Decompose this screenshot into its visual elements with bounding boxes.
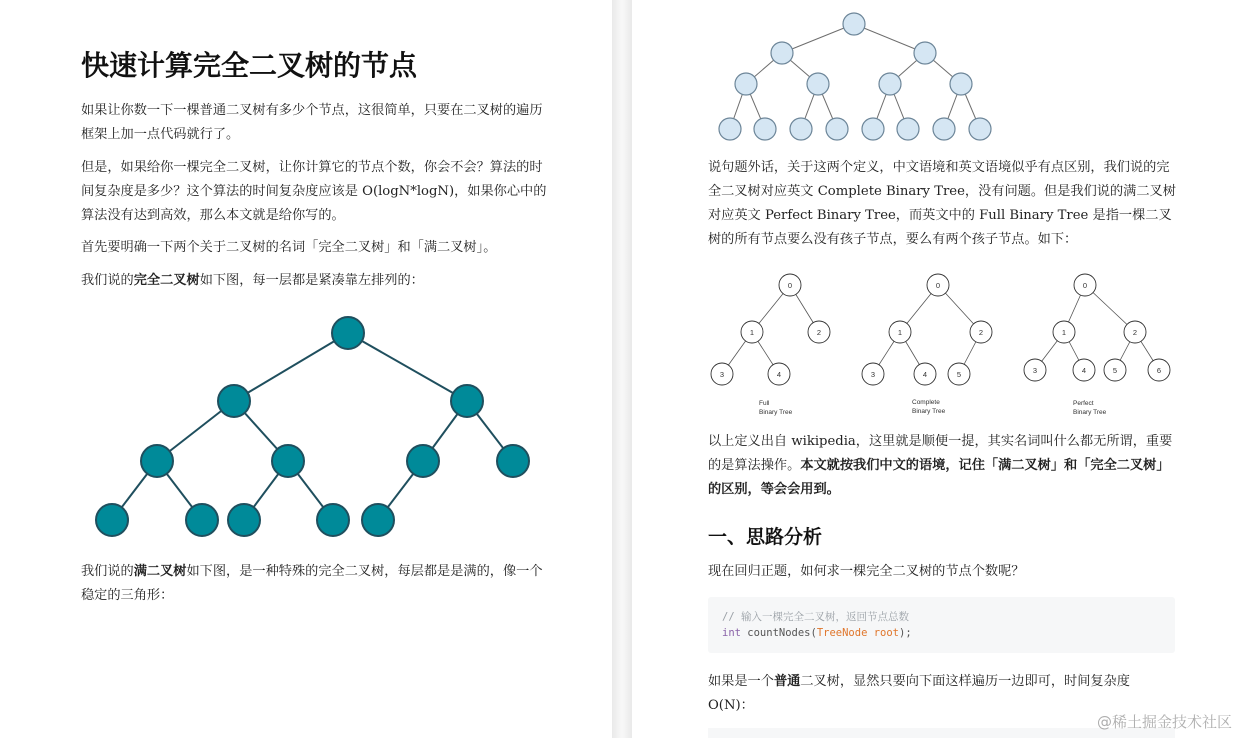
node-value: 5 (956, 370, 962, 379)
tree-node (719, 118, 741, 140)
node-value: 3 (1032, 366, 1038, 375)
tree-node (914, 42, 936, 64)
node-value: 1 (749, 328, 755, 337)
tree-node (969, 118, 991, 140)
tree-node (933, 118, 955, 140)
tree-caption-complete: Binary Tree (912, 408, 946, 415)
tree-node (862, 118, 884, 140)
perfect-tree-diagram (712, 6, 1002, 146)
tree-node (362, 504, 394, 536)
node-value: 2 (816, 328, 822, 337)
node-value: 1 (1061, 328, 1067, 337)
tree-node (141, 445, 173, 477)
code-param: TreeNode root (816, 627, 900, 639)
article-title: 快速计算完全二叉树的节点 (81, 49, 418, 82)
tree-node (735, 73, 757, 95)
code-function: countNodes( (740, 627, 817, 639)
tree-node (790, 118, 812, 140)
paragraph-definitions: 首先要明确一下两个关于二叉树的名词「完全二叉树」和「满二叉树」。 (81, 240, 497, 255)
tree-node (407, 445, 439, 477)
paragraph-normal-tree: 如果是一个普通二叉树，显然只要向下面这样遍历一边即可，时间复杂度 O(N)： (708, 674, 1130, 713)
tree-node (332, 317, 364, 349)
tree-node (96, 504, 128, 536)
paragraph-complexity: 但是，如果给你一棵完全二叉树，让你计算它的节点个数，你会不会？算法的时间复杂度是多少？这个算法的时间复杂度应该是 O(logN*logN)，如果你心中的算法没有达到高效，那么本文就是给你写的。 (81, 160, 547, 223)
code-comment: // 输入一棵完全二叉树，返回节点总数 (722, 611, 909, 623)
tree-node (807, 73, 829, 95)
code-end: ); (899, 627, 912, 639)
complete-tree-diagram (90, 312, 540, 544)
tree-node (186, 504, 218, 536)
node-value: 4 (922, 370, 928, 379)
watermark: @稀土掘金技术社区 (1096, 713, 1232, 731)
tree-node (771, 42, 793, 64)
node-value: 0 (787, 281, 793, 290)
node-value: 2 (1132, 328, 1138, 337)
paragraph-question: 现在回归正题，如何求一棵完全二叉树的节点个数呢？ (708, 564, 1025, 579)
node-value: 0 (935, 281, 941, 290)
code-content (722, 609, 912, 641)
code-keyword: int (722, 627, 741, 639)
tree-node (879, 73, 901, 95)
paragraph-perfect-tree: 我们说的满二叉树如下图，是一种特殊的完全二叉树，每层都是是满的，像一个稳定的三角形： (81, 564, 543, 603)
node-value: 0 (1082, 281, 1088, 290)
tree-node (272, 445, 304, 477)
tree-caption-perfect: Binary Tree (1073, 409, 1107, 416)
node-value: 6 (1156, 366, 1162, 375)
left-page (0, 0, 612, 738)
paragraph-wikipedia: 以上定义出自 wikipedia，这里就是顺便一提，其实名词叫什么都无所谓，重要的是算法操作。本文就按我们中文的语境，记住「满二叉树」和「完全二叉树」的区别，等会会用到。 (708, 434, 1173, 497)
tree-node (843, 13, 865, 35)
tree-caption-complete: Complete (912, 399, 940, 406)
node-value: 4 (776, 370, 782, 379)
tree-node (754, 118, 776, 140)
paragraph-terminology: 说句题外话，关于这两个定义，中文语境和英文语境似乎有点区别，我们说的完全二叉树对应英文 Complete Binary Tree，没有问题。但是我们说的满二叉树对应英文 Perfect Binary Tree，而英文中的 Full Binary Tree 是指一棵二叉树的所有节点要么没有孩子节点，要么有两个孩子节点。如下： (708, 160, 1176, 247)
tree-node (317, 504, 349, 536)
tree-caption-full: Binary Tree (759, 409, 793, 416)
code-block (708, 597, 1175, 653)
node-value: 3 (719, 370, 725, 379)
tree-caption-full: Full (759, 400, 770, 407)
tree-node (497, 445, 529, 477)
tree-node (950, 73, 972, 95)
right-page (632, 0, 1240, 738)
paragraph-intro: 如果让你数一下一棵普通二叉树有多少个节点，这很简单，只要在二叉树的遍历框架上加一点代码就行了。 (81, 103, 543, 142)
node-value: 5 (1112, 366, 1118, 375)
node-value: 1 (897, 328, 903, 337)
tree-node (451, 385, 483, 417)
tree-node (897, 118, 919, 140)
tree-node (218, 385, 250, 417)
tree-node (228, 504, 260, 536)
tree-types-diagram (706, 270, 1180, 420)
paragraph-complete-tree: 我们说的完全二叉树如下图，每一层都是紧凑靠左排列的： (81, 273, 424, 288)
page-gutter (612, 0, 632, 738)
node-value: 3 (870, 370, 876, 379)
tree-caption-perfect: Perfect (1073, 400, 1094, 407)
section-heading: 一、思路分析 (708, 526, 823, 548)
tree-node (826, 118, 848, 140)
node-value: 4 (1081, 366, 1087, 375)
node-value: 2 (978, 328, 984, 337)
